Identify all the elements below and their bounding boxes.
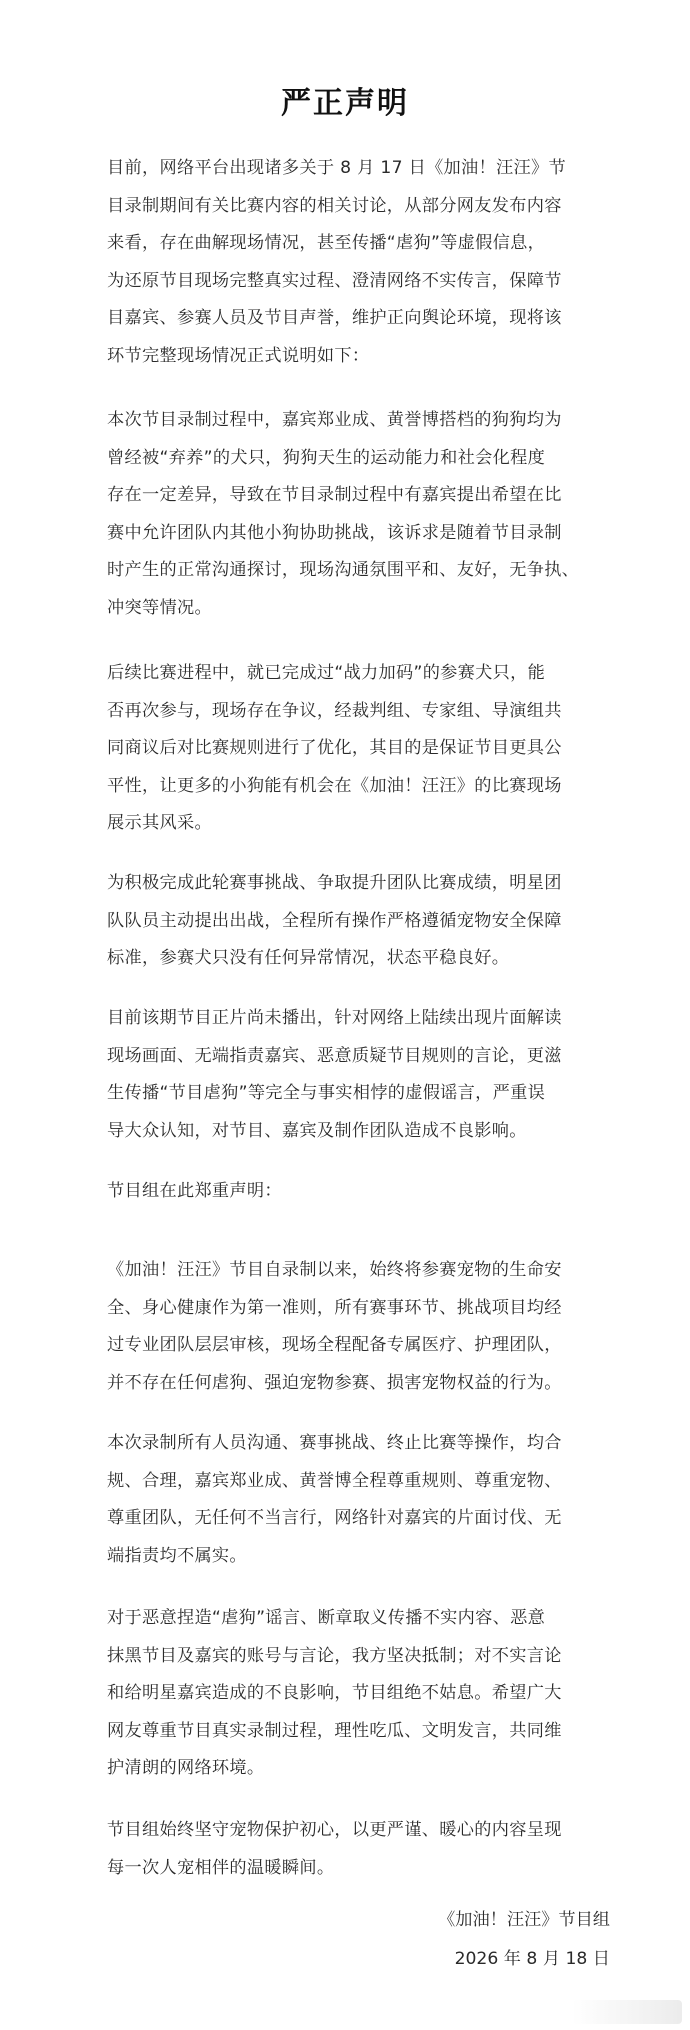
paragraph-line: 尊重团队，无任何不当言行，网络针对嘉宾的片面讨伐、无 — [107, 1508, 562, 1528]
paragraph-3 — [107, 655, 592, 843]
paragraph-line: 节目组始终坚守宠物保护初心，以更严谨、暖心的内容呈现 — [107, 1820, 562, 1840]
paragraph-line: 网友尊重节目真实录制过程，理性吃瓜、文明发言，共同维 — [107, 1720, 562, 1741]
paragraph-line: 平性，让更多的小狗能有机会在《加油！汪汪》的比赛现场 — [107, 775, 562, 796]
paragraph-line: 同商议后对比赛规则进行了优化，其目的是保证节目更具公 — [107, 738, 562, 758]
paragraph-line: 后续比赛进程中，就已完成过“战力加码”的参赛犬只，能 — [107, 663, 546, 683]
paragraph-line: 节目组在此郑重声明： — [107, 1181, 282, 1201]
paragraph-7 — [107, 1252, 592, 1402]
paragraph-6 — [107, 1173, 592, 1211]
statement-title: 严正声明 — [281, 86, 409, 121]
paragraph-line: 对于恶意捏造“虐狗”谣言、断章取义传播不实内容、恶意 — [107, 1608, 546, 1628]
paragraph-line: 过专业团队层层审核，现场全程配备专属医疗、护理团队， — [107, 1335, 562, 1355]
paragraph-line: 目前该期节目正片尚未播出，针对网络上陆续出现片面解读 — [107, 1008, 562, 1028]
paragraph-5 — [107, 1000, 592, 1150]
paragraph-line: 来看，存在曲解现场情况，甚至传播“虐狗”等虚假信息， — [107, 233, 546, 253]
paragraph-2 — [107, 402, 592, 627]
signature-date: 2026 年 8 月 18 日 — [454, 1949, 610, 1969]
paragraph-line: 本次录制所有人员沟通、赛事挑战、终止比赛等操作，均合 — [107, 1433, 562, 1453]
paragraph-line: 全、身心健康作为第一准则，所有赛事环节、挑战项目均经 — [107, 1297, 562, 1318]
paragraph-line: 否再次参与，现场存在争议，经裁判组、专家组、导演组共 — [107, 700, 562, 721]
paragraph-line: 队队员主动提出出战，全程所有操作严格遵循宠物安全保障 — [107, 910, 562, 931]
paragraph-line: 赛中允许团队内其他小狗协助挑战，该诉求是随着节目录制 — [107, 522, 562, 543]
paragraph-line: 标准，参赛犬只没有任何异常情况，状态平稳良好。 — [107, 948, 510, 968]
paragraph-line: 目嘉宾、参赛人员及节目声誉，维护正向舆论环境，现将该 — [107, 308, 562, 328]
paragraph-line: 环节完整现场情况正式说明如下： — [107, 345, 370, 366]
paragraph-line: 规、合理，嘉宾郑业成、黄誉博全程尊重规则、尊重宠物、 — [107, 1470, 562, 1491]
paragraph-1 — [107, 150, 592, 375]
paragraph-line: 抹黑节目及嘉宾的账号与言论，我方坚决抵制；对不实言论 — [107, 1645, 562, 1666]
paragraph-line: 现场画面、无端指责嘉宾、恶意质疑节目规则的言论，更滋 — [107, 1045, 562, 1066]
paragraph-line: 端指责均不属实。 — [107, 1545, 247, 1566]
paragraph-line: 存在一定差异，导致在节目录制过程中有嘉宾提出希望在比 — [107, 485, 562, 505]
paragraph-4 — [107, 865, 592, 978]
paragraph-line: 为积极完成此轮赛事挑战、争取提升团队比赛成绩，明星团 — [107, 873, 562, 893]
paragraph-line: 和给明星嘉宾造成的不良影响，节目组绝不姑息。希望广大 — [107, 1683, 562, 1703]
paragraph-line: 为还原节目现场完整真实过程、澄清网络不实传言，保障节 — [107, 270, 562, 291]
paragraph-line: 目录制期间有关比赛内容的相关讨论，从部分网友发布内容 — [107, 195, 562, 216]
paragraph-10 — [107, 1812, 592, 1887]
paragraph-9 — [107, 1600, 592, 1788]
signature-org: 《加油！汪汪》节目组 — [438, 1910, 610, 1930]
paragraph-line: 目前，网络平台出现诸多关于 8 月 17 日《加油！汪汪》节 — [107, 158, 566, 178]
paragraph-line: 护清朗的网络环境。 — [107, 1758, 265, 1778]
paragraph-line: 本次节目录制过程中，嘉宾郑业成、黄誉博搭档的狗狗均为 — [107, 410, 562, 430]
paragraph-line: 时产生的正常沟通探讨，现场沟通氛围平和、友好，无争执、 — [107, 560, 580, 580]
paragraph-line: 导大众认知，对节目、嘉宾及制作团队造成不良影响。 — [107, 1120, 527, 1141]
paragraph-line: 《加油！汪汪》节目自录制以来，始终将参赛宠物的生命安 — [107, 1260, 562, 1280]
paragraph-line: 每一次人宠相伴的温暖瞬间。 — [107, 1857, 335, 1878]
paragraph-line: 冲突等情况。 — [107, 597, 212, 618]
paragraph-line: 并不存在任何虐狗、强迫宠物参赛、损害宠物权益的行为。 — [107, 1372, 562, 1393]
paragraph-line: 展示其风采。 — [107, 813, 212, 833]
watermark-decoration — [572, 2000, 682, 2024]
paragraph-line: 生传播“节目虐狗”等完全与事实相悖的虚假谣言，严重误 — [107, 1083, 546, 1103]
paragraph-line: 曾经被“弃养”的犬只，狗狗天生的运动能力和社会化程度 — [107, 447, 546, 468]
paragraph-8 — [107, 1425, 592, 1575]
